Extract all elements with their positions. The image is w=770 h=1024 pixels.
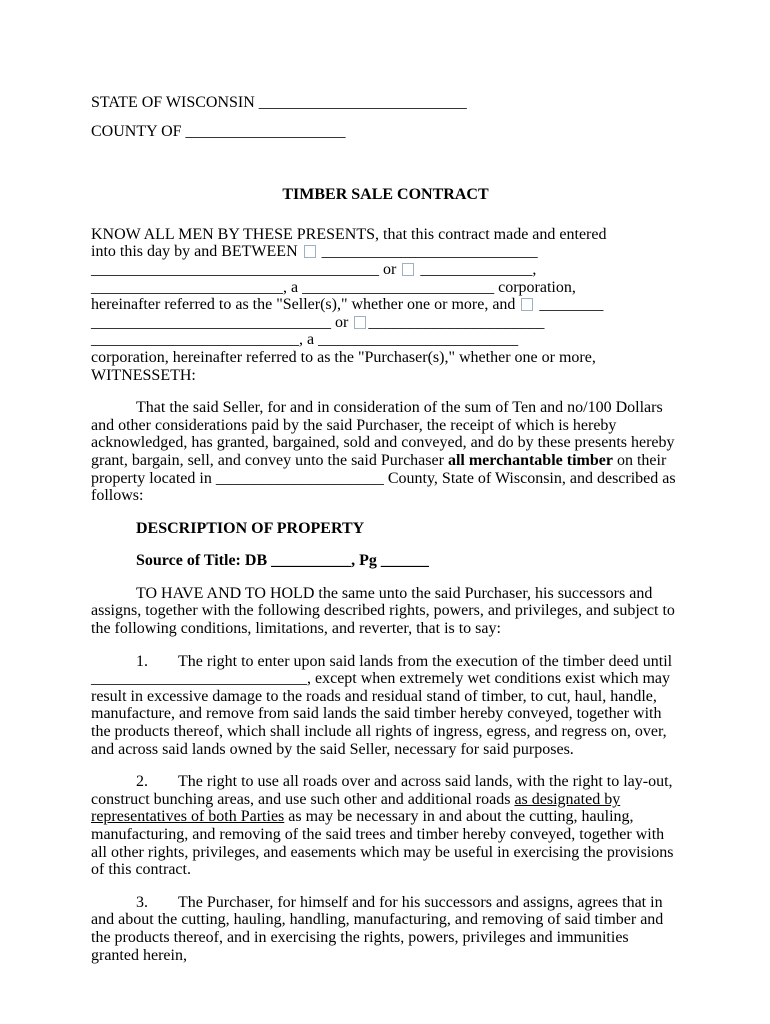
consideration-paragraph — [91, 399, 680, 505]
intro-line-3 — [91, 261, 680, 279]
intro-paragraph — [91, 226, 680, 384]
intro-line-5 — [91, 296, 680, 314]
checkbox-icon[interactable] — [521, 298, 533, 311]
witnesseth-label: WITNESSETH: — [91, 366, 196, 384]
county-label: COUNTY OF — [91, 122, 182, 140]
seller-name-blank[interactable]: ___________________________ — [317, 243, 538, 261]
intro-line-8 — [91, 349, 680, 367]
checkbox-icon[interactable] — [354, 316, 366, 329]
purchaser-name-blank[interactable]: ________ — [535, 296, 604, 314]
document-title: TIMBER SALE CONTRACT — [282, 186, 489, 204]
intro-line-7 — [91, 331, 680, 349]
underlined-phrase: as designated by representatives of both Parties — [91, 790, 621, 826]
seller-name-blank[interactable]: ______________, — [416, 260, 537, 278]
purchaser-name-blank[interactable]: ______________________ — [368, 313, 545, 331]
intro-line-2 — [91, 243, 680, 261]
state-label: STATE OF WISCONSIN — [91, 94, 255, 111]
item-text: The Purchaser, for himself and for his successors and assigns, agrees that in and about the cutting, hauling, handling, manufacturing, and removing of said timber and the products thereof, and in exercising the rights, powers, privileges and immunities granted herein, — [91, 893, 664, 964]
description-of-property-heading: DESCRIPTION OF PROPERTY — [136, 519, 365, 537]
intro-text: into this day by and BETWEEN — [91, 243, 302, 261]
numbered-item-2 — [91, 773, 680, 879]
item-number: 3. — [136, 893, 148, 911]
intro-text: KNOW ALL MEN BY THESE PRESENTS, that this contract made and entered — [91, 225, 607, 243]
intro-text: hereinafter referred to as the "Seller(s)," whether one or more, and — [91, 296, 520, 314]
purchaser-name-blank[interactable]: ______________________________ or — [91, 313, 353, 331]
intro-text: corporation, hereinafter referred to as the "Purchaser(s)," whether one or more, — [91, 348, 596, 366]
state-blank-field[interactable]: __________________________ — [254, 94, 467, 111]
checkbox-icon[interactable] — [304, 245, 316, 258]
source-of-title-heading: Source of Title: DB __________, Pg ______ — [136, 552, 429, 570]
item-number: 1. — [136, 652, 148, 670]
intro-line-4 — [91, 279, 680, 297]
purchaser-corporation-blank[interactable]: __________________________, a _________________________ — [91, 331, 519, 349]
item-text: The right to use all roads over and across said lands, with the right to lay-out, construct bunching areas, and use such other and additional roads — [91, 773, 673, 808]
seller-corporation-blank[interactable]: ________________________, a ________________________ corporation, — [91, 278, 576, 296]
state-line — [91, 94, 680, 112]
intro-line-1 — [91, 226, 680, 244]
county-line — [91, 123, 680, 141]
consideration-text: on their property located in _____________________ County, State of Wisconsin, and described as follows: — [91, 451, 676, 505]
merchantable-timber-bold-phrase: all merchantable timber — [447, 451, 613, 469]
seller-name-blank[interactable]: ____________________________________ or — [91, 260, 401, 278]
numbered-item-1 — [91, 653, 680, 759]
item-text: The right to enter upon said lands from the execution of the timber deed until ___________________________, except when extremely wet conditions exist which may result in excessive damage to the roads and residual stand of timber, to cut, haul, handle, manufacture, and remove from said lands the said timber hereby conveyed, together with the products thereof, which shall include all rights of ingress, egress, and regress on, over, and across said lands owned by the said Seller, necessary for said purposes. — [91, 652, 673, 758]
checkbox-icon[interactable] — [402, 263, 414, 276]
consideration-text: That the said Seller, for and in consideration of the sum of Ten and no/100 Dollars and other considerations paid by the said Purchaser, the receipt of which is hereby acknowledged, has granted, bargained, sold and conveyed, and do by these presents hereby grant, bargain, sell, and convey unto the said Purchaser — [91, 399, 675, 469]
intro-line-6 — [91, 314, 680, 332]
county-blank-field[interactable]: ____________________ — [181, 122, 346, 140]
habendum-paragraph: TO HAVE AND TO HOLD the same unto the said Purchaser, his successors and assigns, together with the following described rights, powers, and privileges, and subject to the following conditions, limitations, and reverter, that is to say: — [91, 584, 675, 638]
item-number: 2. — [136, 773, 148, 791]
intro-line-9 — [91, 367, 680, 385]
numbered-item-3 — [91, 894, 680, 964]
item-text: as may be necessary in and about the cutting, hauling, manufacturing, and removing of the said trees and timber hereby conveyed, together with all other rights, privileges, and easements which may be useful in exercising the provisions of this contract. — [91, 808, 674, 879]
